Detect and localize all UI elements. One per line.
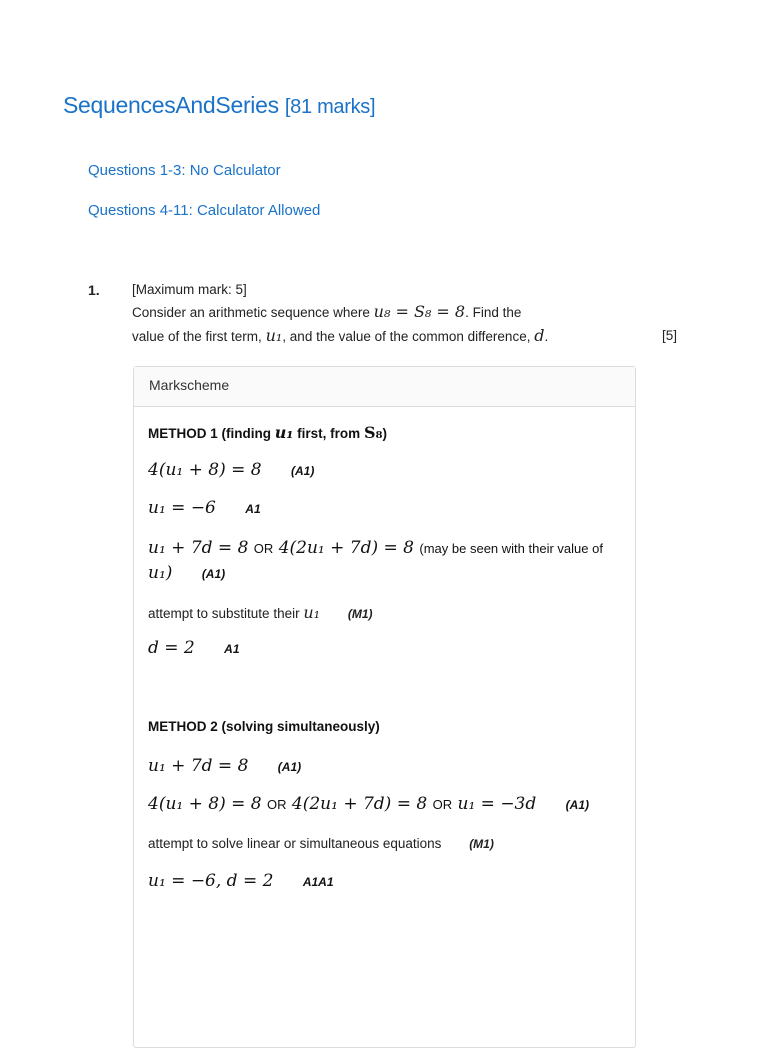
q-math: u₈ = S₈ = 8 [373,302,466,321]
q-text: . [544,329,549,344]
q-text: value of the first term, [132,329,262,344]
m-math: 4(u₁ + 8) = 8 [148,794,262,814]
q-math: u₁ [265,326,283,345]
mark-award: (A1) [201,567,226,581]
mark-award: (M1) [469,837,494,851]
m-math: u₁ + 7d = 8 [148,538,249,558]
max-mark: [Maximum mark: 5] [132,282,247,297]
title-text: SequencesAndSeries [63,92,279,118]
m-math: u₁ = −6 [148,498,216,518]
q-text: . Find the [465,305,522,320]
m-math: 4(u₁ + 8) = 8 [148,460,262,480]
question-marks: [5] [662,328,678,343]
or-text: OR [432,797,453,812]
markscheme-header[interactable] [134,367,635,407]
q-text: Consider an arithmetic sequence where [132,305,370,320]
mark-award: (A1) [565,798,590,812]
m-note: (may be seen with their value of [419,541,603,556]
m-math: 4(2u₁ + 7d) = 8 [278,538,414,558]
m-math: 4(2u₁ + 7d) = 8 [291,794,428,814]
m1-line-1 [148,460,314,480]
markscheme-label: Markscheme [149,377,230,393]
method2-title: METHOD 2 (solving simultaneously) [148,719,380,734]
m-text: ) [382,426,387,441]
m-math: S₈ [363,423,383,442]
mark-award: (M1) [347,607,373,621]
or-text: OR [267,797,287,812]
mark-award: A1 [245,502,261,516]
m2-line-3 [148,836,494,851]
m1-line-5 [148,638,240,658]
mark-award: (A1) [277,760,302,774]
link-calculator-allowed[interactable]: Questions 4-11: Calculator Allowed [88,202,321,219]
m2-line-2 [148,794,589,814]
method1-title [148,423,387,442]
m-math: u₁ = −3d [457,794,537,814]
m2-line-1 [148,756,301,776]
question-line-2 [132,326,548,345]
m-math: u₁) [148,563,173,583]
m-math: u₁ [303,603,321,622]
or-text: OR [253,541,274,556]
m-text: first, from [297,426,361,441]
m-text: attempt to solve linear or simultaneous equations [148,836,442,851]
m-math: u₁ = −6, d = 2 [148,871,274,891]
q-text: , and the value of the common difference, [282,329,531,344]
m1-line-4 [148,603,373,622]
question-line-1 [132,302,521,321]
page-title [63,92,375,119]
mark-award: (A1) [291,464,315,478]
m1-line-3 [148,538,603,558]
m-text: METHOD 1 (finding [148,426,271,441]
m2-line-4 [148,871,334,891]
q-math: d [534,326,545,345]
link-no-calculator[interactable]: Questions 1-3: No Calculator [88,162,281,179]
m-math: u₁ [274,423,294,442]
m-text: attempt to substitute their [148,606,300,621]
mark-award: A1 [224,642,240,656]
mark-award: A1A1 [302,875,334,889]
m-math: u₁ + 7d = 8 [148,756,249,776]
m1-line-3b [148,563,225,583]
m-math: d = 2 [148,638,195,658]
m1-line-2 [148,498,261,518]
title-marks: [81 marks] [284,96,376,118]
question-number: 1. [88,282,100,298]
